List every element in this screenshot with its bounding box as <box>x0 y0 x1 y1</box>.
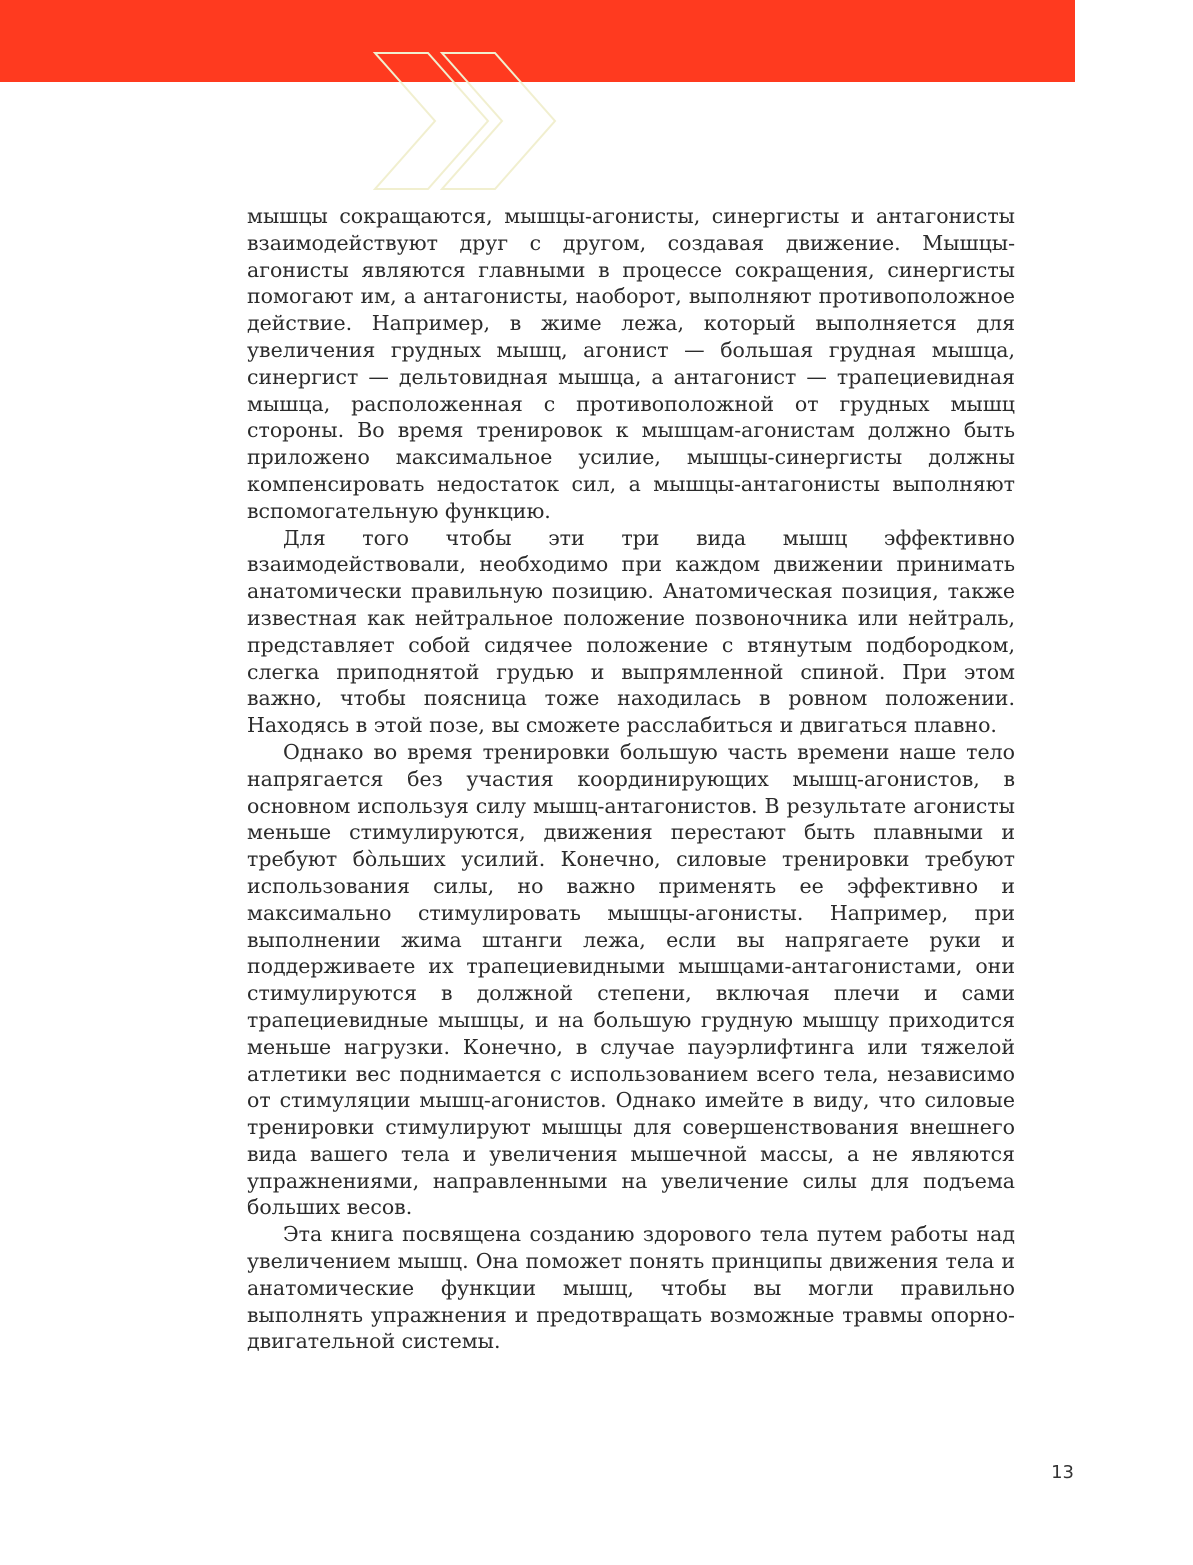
double-chevron-right-icon <box>370 50 570 192</box>
body-text <box>247 203 1015 1355</box>
paragraph-3: Однако во время тренировки большую часть времени наше тело напрягается без участия координирующих мышц-агонистов, в основном используя силу мышц-антагонистов. В результате агонисты меньше стимулируются, движения перестают быть плавными и требуют бо̀льших усилий. Конечно, силовые тренировки требуют использования силы, но важно применять ее эффективно и максимально стимулировать мышцы-агонисты. Например, при выполнении жима штанги лежа, если вы напрягаете руки и поддерживаете их трапециевидными мышцами-антагонистами, они стимулируются в должной степени, включая плечи и сами трапециевидные мышцы, и на большую грудную мышцу приходится меньше нагрузки. Конечно, в случае пауэрлифтинга или тяжелой атлетики вес поднимается с использованием всего тела, независимо от стимуляции мышц-агонистов. Однако имейте в виду, что силовые тренировки стимулируют мышцы для совершенствования внешнего вида вашего тела и увеличения мышечной массы, а не являются упражнениями, направленными на увеличение силы для подъема больших весов. <box>247 739 1015 1220</box>
paragraph-1: мышцы сокращаются, мышцы-агонисты, синергисты и антагонисты взаимодействуют друг с другом, создавая движение. Мышцы-агонисты являются главными в процессе сокращения, синергисты помогают им, а антагонисты, наоборот, выполняют противоположное действие. Например, в жиме лежа, который выполняется для увеличения грудных мышц, агонист — большая грудная мышца, синергист — дельтовидная мышца, а антагонист — трапециевидная мышца, расположенная с противоположной от грудных мышц стороны. Во время тренировок к мышцам-агонистам должно быть приложено максимальное усилие, мышцы-синергисты должны компенсировать недостаток сил, а мышцы-антагонисты выполняют вспомогательную функцию. <box>247 204 1015 523</box>
paragraph-4: Эта книга посвящена созданию здорового тела путем работы над увеличением мышц. Она поможет понять принципы движения тела и анатомические функции мышц, чтобы вы могли правильно выполнять упражнения и предотвращать возможные травмы опорно-двигательной системы. <box>247 1222 1015 1354</box>
paragraph-2: Для того чтобы эти три вида мышц эффективно взаимодействовали, необходимо при каждом движении принимать анатомически правильную позицию. Анатомическая позиция, также известная как нейтральное положение позвоночника или нейтраль, представляет собой сидячее положение с втянутым подбородком, слегка приподнятой грудью и выпрямленной спиной. При этом важно, чтобы поясница тоже находилась в ровном положении. Находясь в этой позе, вы сможете расслабиться и двигаться плавно. <box>247 525 1015 738</box>
page-number: 13 <box>1051 1462 1074 1483</box>
